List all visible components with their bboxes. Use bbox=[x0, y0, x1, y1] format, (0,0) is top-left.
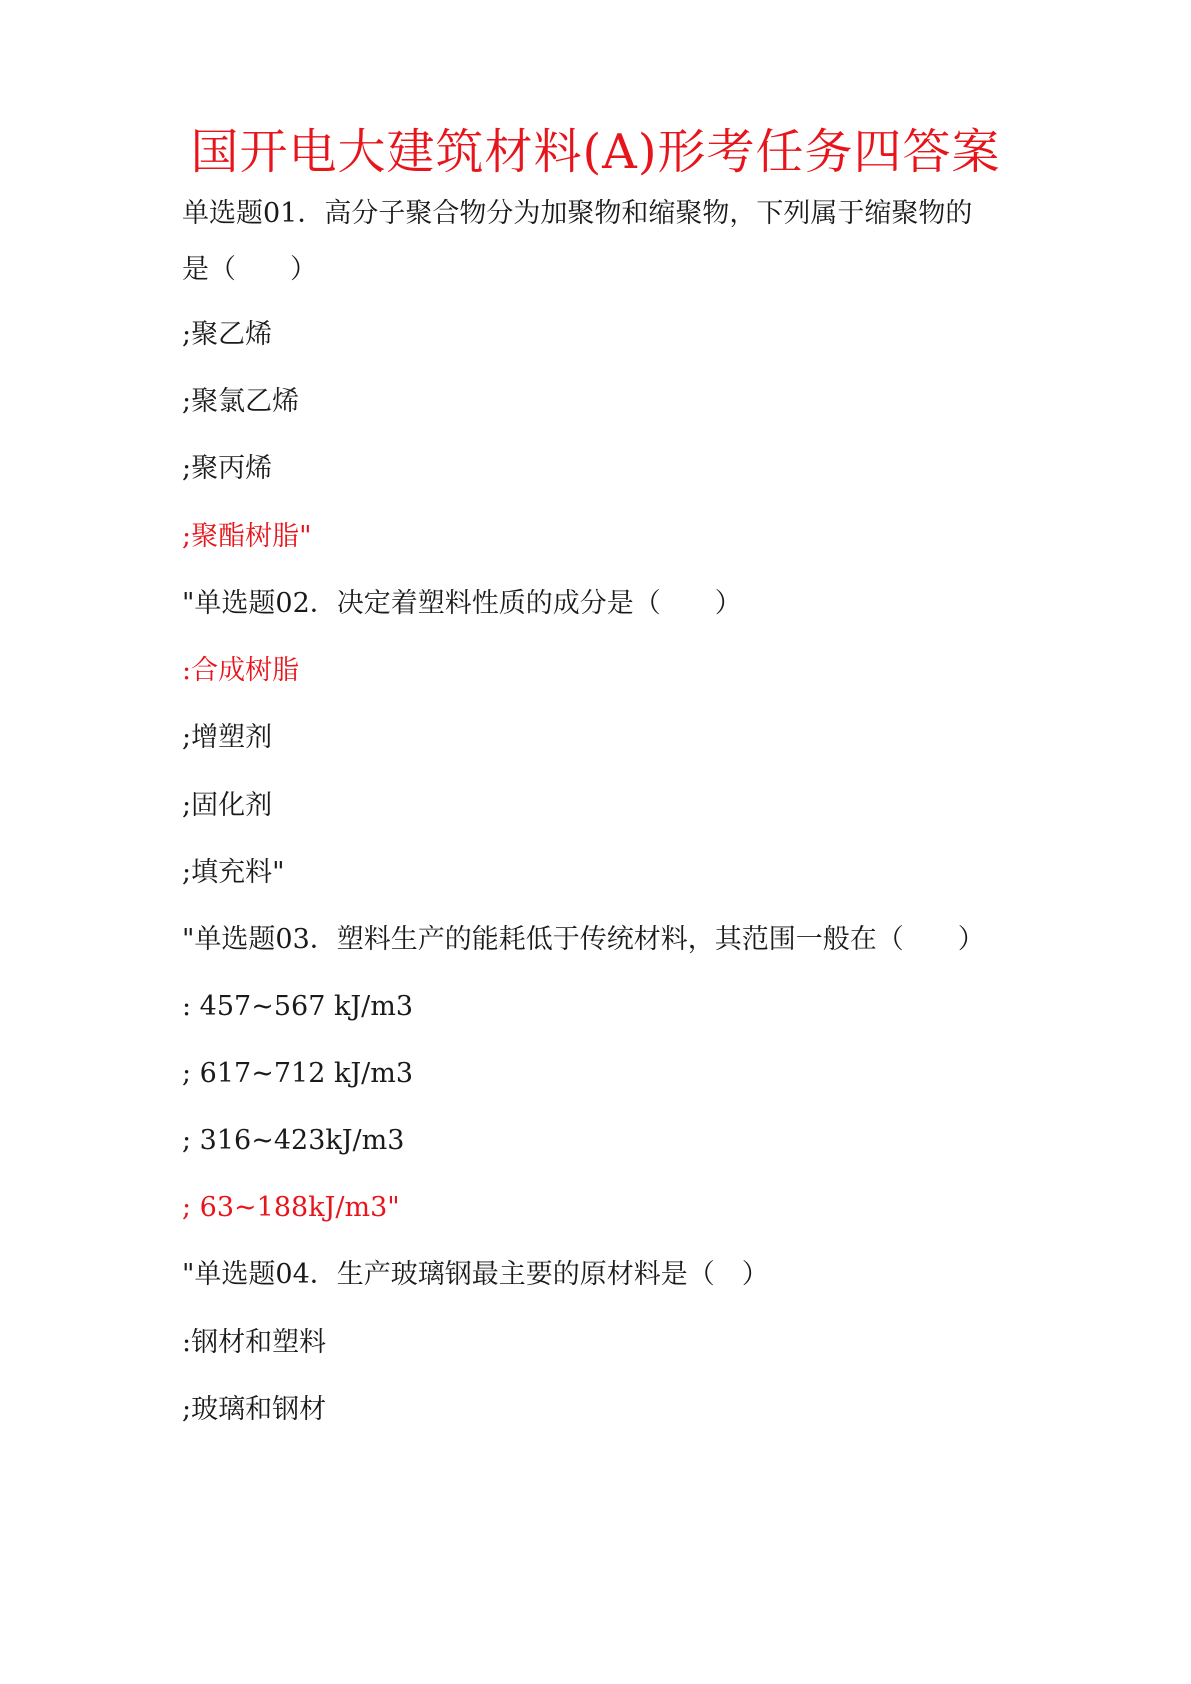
question-04-option-a: :钢材和塑料 bbox=[182, 1327, 327, 1358]
question-01-option-d-answer: ;聚酯树脂" bbox=[182, 521, 312, 552]
question-03-stem: "单选题03．塑料生产的能耗低于传统材料，其范围一般在（ ） bbox=[182, 924, 985, 955]
question-04-stem: "单选题04．生产玻璃钢最主要的原材料是（ ） bbox=[182, 1259, 769, 1290]
question-01-option-b: ;聚氯乙烯 bbox=[182, 386, 300, 417]
question-02-option-b: ;增塑剂 bbox=[182, 722, 273, 753]
question-02-stem: "单选题02．决定着塑料性质的成分是（ ） bbox=[182, 588, 742, 619]
question-03-option-a: : 457~567 kJ/m3 bbox=[182, 991, 414, 1022]
question-01-stem-line-1: 单选题01．高分子聚合物分为加聚物和缩聚物，下列属于缩聚物的 bbox=[182, 198, 973, 229]
question-02-option-a-answer: :合成树脂 bbox=[182, 655, 300, 686]
question-01-option-a: ;聚乙烯 bbox=[182, 319, 273, 350]
question-01-stem-line-2: 是（ ） bbox=[182, 254, 317, 285]
question-03-option-c: ; 316~423kJ/m3 bbox=[182, 1125, 405, 1156]
question-04-option-b: ;玻璃和钢材 bbox=[182, 1394, 327, 1425]
question-03-option-d-answer: ; 63~188kJ/m3" bbox=[182, 1192, 400, 1223]
question-02-option-d: ;填充料" bbox=[182, 857, 285, 888]
question-03-option-b: ; 617~712 kJ/m3 bbox=[182, 1058, 414, 1089]
document-title: 国开电大建筑材料(A)形考任务四答案 bbox=[190, 124, 1001, 180]
question-01-option-c: ;聚丙烯 bbox=[182, 453, 273, 484]
question-02-option-c: ;固化剂 bbox=[182, 790, 273, 821]
